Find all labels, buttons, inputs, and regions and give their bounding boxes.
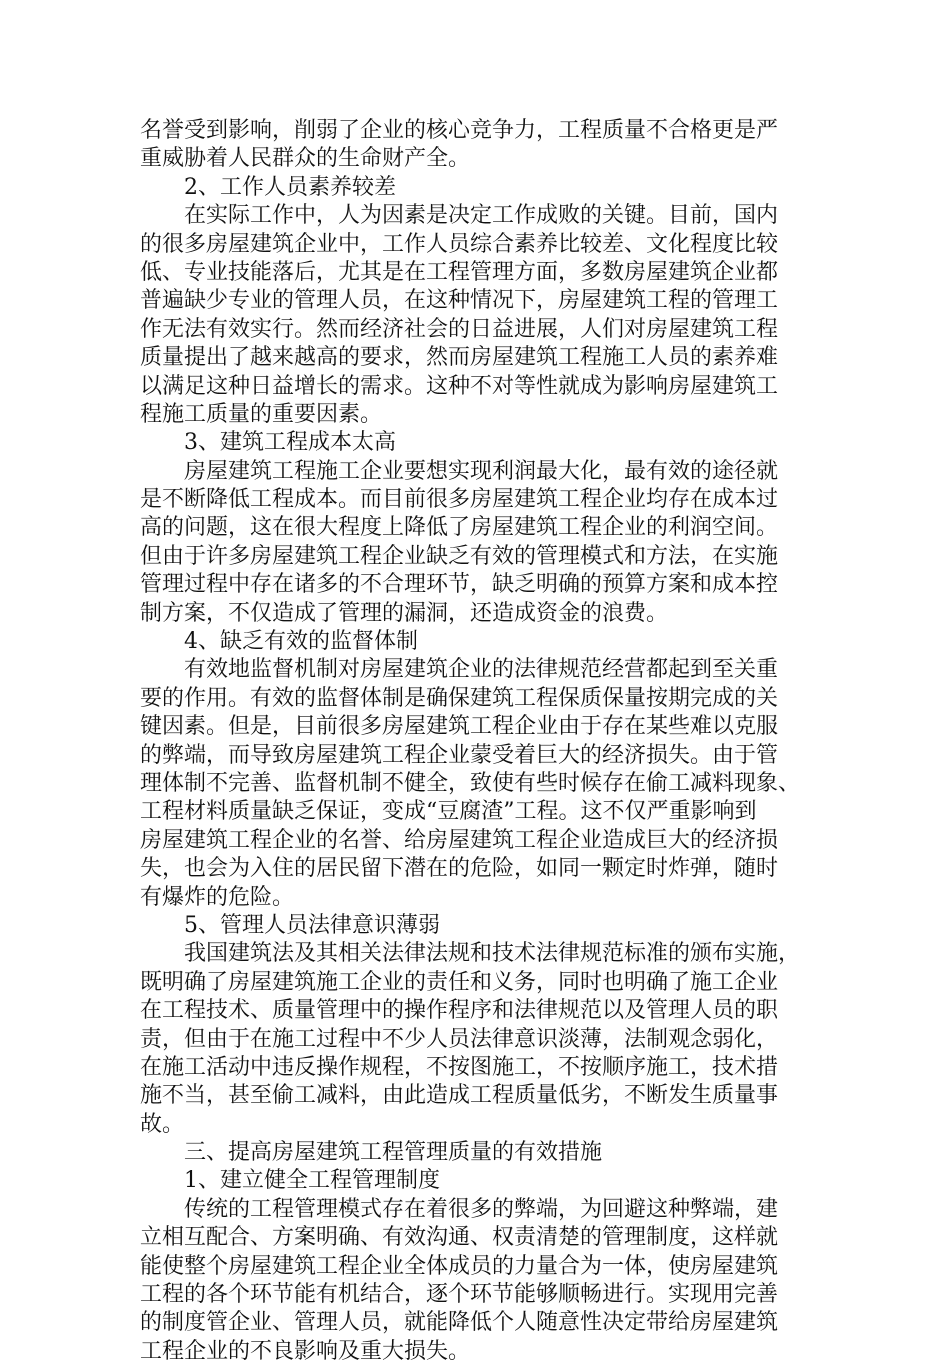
text-line: 理体制不完善、监督机制不健全，致使有些时候存在偷工减料现象、 (140, 770, 801, 796)
text-line: 的弊端，而导致房屋建筑工程企业蒙受着巨大的经济损失。由于管 (140, 742, 779, 768)
text-line: 2、工作人员素养较差 (184, 174, 396, 200)
text-line: 三、提高房屋建筑工程管理质量的有效措施 (184, 1140, 603, 1166)
text-line: 工程企业的不良影响及重大损失。 (140, 1338, 471, 1364)
text-line: 质量提出了越来越高的要求，然而房屋建筑工程施工人员的素养难 (140, 345, 779, 371)
text-line: 高的问题，这在很大程度上降低了房屋建筑工程企业的利润空间。 (140, 515, 779, 541)
text-line: 是不断降低工程成本。而目前很多房屋建筑工程企业均存在成本过 (140, 487, 779, 513)
text-line: 5、管理人员法律意识薄弱 (184, 912, 440, 938)
text-line: 要的作用。有效的监督体制是确保建筑工程保质保量按期完成的关 (140, 685, 779, 711)
text-line: 在实际工作中，人为因素是决定工作成败的关键。目前，国内 (184, 203, 779, 229)
text-line: 责，但由于在施工过程中不少人员法律意识淡薄，法制观念弱化， (140, 1026, 779, 1052)
text-line: 程施工质量的重要因素。 (140, 401, 383, 427)
text-line: 名誉受到影响，削弱了企业的核心竞争力，工程质量不合格更是严 (140, 118, 779, 143)
text-line: 在施工活动中违反操作规程，不按图施工，不按顺序施工，技术措 (140, 1054, 779, 1080)
text-line: 传统的工程管理模式存在着很多的弊端，为回避这种弊端，建 (184, 1196, 779, 1222)
text-line: 以满足这种日益增长的需求。这种不对等性就成为影响房屋建筑工 (140, 373, 779, 399)
text-line: 能使整个房屋建筑工程企业全体成员的力量合为一体，使房屋建筑 (140, 1253, 779, 1279)
text-line: 重威胁着人民群众的生命财产全。 (140, 146, 471, 172)
text-line: 的很多房屋建筑企业中，工作人员综合素养比较差、文化程度比较 (140, 231, 779, 257)
text-line: 作无法有效实行。然而经济社会的日益进展，人们对房屋建筑工程 (140, 316, 779, 342)
text-line: 我国建筑法及其相关法律法规和技术法律规范标准的颁布实施， (184, 941, 801, 967)
document-body (140, 117, 800, 1366)
text-line: 房屋建筑工程企业的名誉、给房屋建筑工程企业造成巨大的经济损 (140, 827, 779, 853)
text-line: 有效地监督机制对房屋建筑企业的法律规范经营都起到至关重 (184, 657, 779, 683)
text-line: 键因素。但是，目前很多房屋建筑工程企业由于存在某些难以克服 (140, 714, 779, 740)
text-line: 有爆炸的危险。 (140, 884, 295, 910)
text-line: 故。 (140, 1111, 185, 1137)
text-line: 失，也会为入住的居民留下潜在的危险，如同一颗定时炸弹，随时 (140, 856, 779, 882)
text-line: 工程材料质量缺乏保证，变成“豆腐渣”工程。这不仅严重影响到 (140, 799, 757, 825)
text-line: 普遍缺少专业的管理人员，在这种情况下，房屋建筑工程的管理工 (140, 288, 779, 314)
text-line: 的制度管企业、管理人员，就能降低个人随意性决定带给房屋建筑 (140, 1310, 779, 1336)
text-line: 3、建筑工程成本太高 (184, 430, 396, 456)
text-line: 既明确了房屋建筑施工企业的责任和义务，同时也明确了施工企业 (140, 969, 779, 995)
text-line: 在工程技术、质量管理中的操作程序和法律规范以及管理人员的职 (140, 998, 779, 1024)
text-line: 管理过程中存在诸多的不合理环节，缺乏明确的预算方案和成本控 (140, 572, 779, 598)
text-line: 施不当，甚至偷工减料，由此造成工程质量低劣，不断发生质量事 (140, 1083, 779, 1109)
text-line: 房屋建筑工程施工企业要想实现利润最大化，最有效的途径就 (184, 458, 779, 484)
text-line: 制方案，不仅造成了管理的漏洞，还造成资金的浪费。 (140, 600, 669, 626)
text-line: 4、缺乏有效的监督体制 (184, 629, 418, 655)
text-line: 立相互配合、方案明确、有效沟通、权责清楚的管理制度，这样就 (140, 1225, 779, 1251)
text-line: 工程的各个环节能有机结合，逐个环节能够顺畅进行。实现用完善 (140, 1282, 779, 1308)
text-line: 但由于许多房屋建筑工程企业缺乏有效的管理模式和方法，在实施 (140, 543, 779, 569)
text-line: 1、建立健全工程管理制度 (184, 1168, 440, 1194)
text-line: 低、专业技能落后，尤其是在工程管理方面，多数房屋建筑企业都 (140, 259, 779, 285)
